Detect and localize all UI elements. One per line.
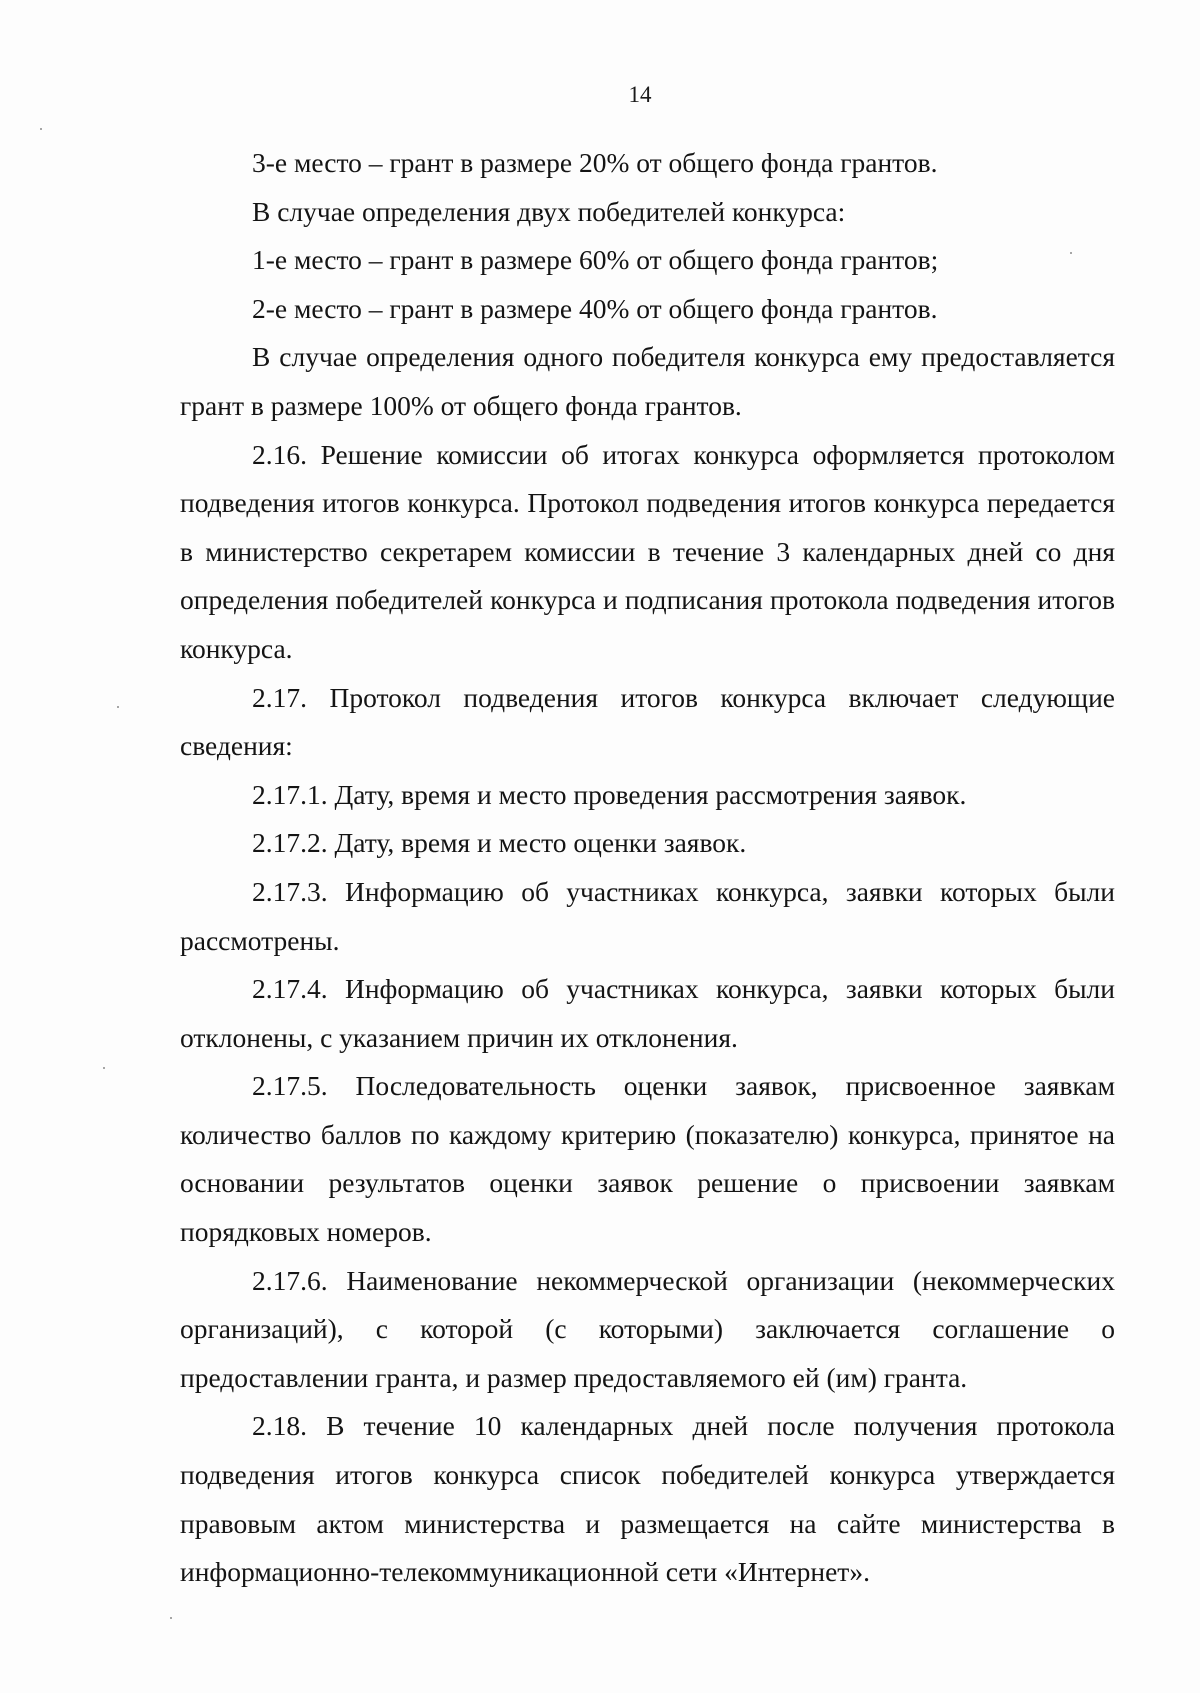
paragraph-2-17-4: 2.17.4. Информацию об участниках конкурса, заявки которых были отклонены, с указанием причин их отклонения.	[180, 973, 1115, 1053]
page-number: 14	[628, 82, 652, 107]
scan-speck	[117, 706, 119, 708]
scan-speck	[170, 1617, 172, 1619]
paragraph-2-18: 2.18. В течение 10 календарных дней после получения протокола подведения итогов конкурса список победителей конкурса утверждается правовым актом министерства и размещается на сайте министерства в информационно-телекоммуникационной сети «Интернет».	[180, 1410, 1115, 1588]
paragraph-3rd-place: 3-е место – грант в размере 20% от общего фонда грантов.	[252, 147, 938, 178]
paragraph-2-16: 2.16. Решение комиссии об итогах конкурса оформляется протоколом подведения итогов конкурса. Протокол подведения итогов конкурса передается в министерство секретарем комиссии в течение 3 календарных дней со дня определения победителей конкурса и подписания протокола подведения итогов конкурса.	[180, 438, 1115, 664]
paragraph-2-17-3: 2.17.3. Информацию об участниках конкурса, заявки которых были рассмотрены.	[180, 875, 1115, 956]
paragraph-one-winner: В случае определения одного победителя конкурса ему предоставляется грант в размере 100% от общего фонда грантов.	[180, 341, 1115, 421]
paragraph-2-17-1: 2.17.1. Дату, время и место проведения рассмотрения заявок.	[252, 778, 967, 810]
scan-speck	[103, 1067, 105, 1069]
paragraph-2-17-2: 2.17.2. Дату, время и место оценки заявок.	[252, 827, 747, 859]
paragraph-2-17: 2.17. Протокол подведения итогов конкурса включает следующие сведения:	[180, 681, 1115, 762]
scan-speck	[1070, 252, 1072, 254]
paragraph-2-17-6: 2.17.6. Наименование некоммерческой организации (некоммерческих организаций), с которой (с которыми) заключается соглашение о предоставлении гранта, и размер предоставляемого ей (им) гранта.	[180, 1264, 1115, 1393]
paragraph-1st-place: 1-е место – грант в размере 60% от общего фонда грантов;	[252, 244, 939, 276]
paragraph-2-17-5: 2.17.5. Последовательность оценки заявок, присвоенное заявкам количество баллов по каждому критерию (показателю) конкурса, принятое на основании результатов оценки заявок решение о присвоении заявкам порядковых номеров.	[180, 1070, 1115, 1248]
paragraph-two-winners: В случае определения двух победителей конкурса:	[252, 195, 846, 227]
document-body	[180, 139, 1115, 1597]
paragraph-2nd-place: 2-е место – грант в размере 40% от общего фонда грантов.	[252, 292, 938, 324]
scan-speck	[40, 128, 42, 130]
